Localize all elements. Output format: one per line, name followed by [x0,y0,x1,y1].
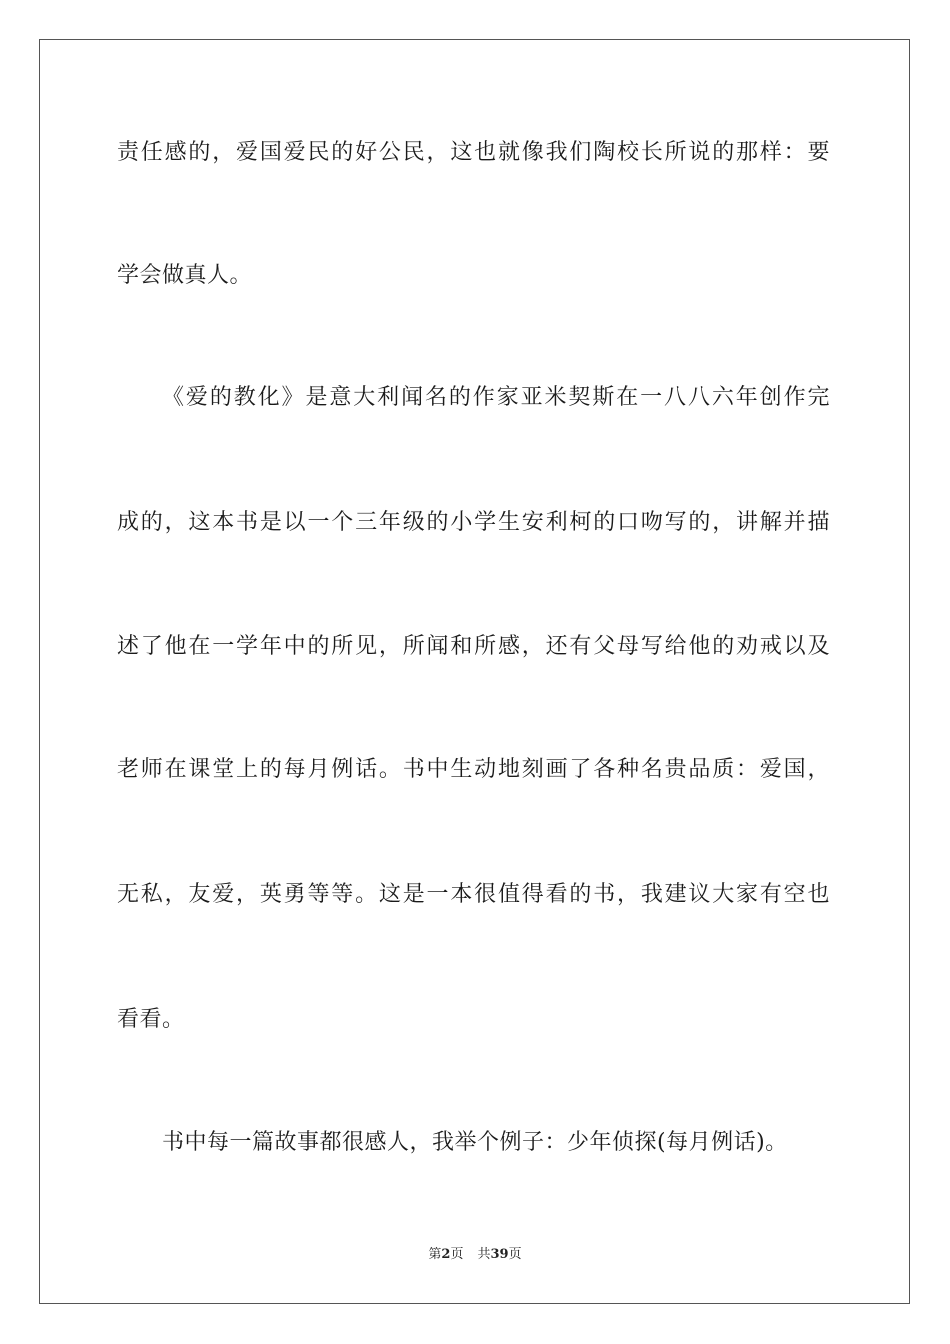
total-prefix: 共 [477,1247,491,1262]
page-number: 2 [441,1247,451,1262]
text-line-9: 书中每一篇故事都很感人，我举个例子：少年侦探(每月例话)。 [162,1130,788,1155]
text-line-5: 述了他在一学年中的所见，所闻和所感，还有父母写给他的劝戒以及 [117,634,830,659]
text-line-3: 《爱的教化》是意大利闻名的作家亚米契斯在一八八六年创作完 [162,385,830,410]
text-line-8: 看看。 [117,1007,185,1032]
page-footer [0,1246,950,1264]
page-border [39,39,910,1304]
text-line-6: 老师在课堂上的每月例话。书中生动地刻画了各种名贵品质：爱国， [117,757,830,782]
total-pages: 39 [490,1247,509,1262]
text-line-2: 学会做真人。 [117,263,253,288]
page-prefix: 第 [428,1247,442,1262]
total-suffix: 页 [508,1247,522,1262]
page-suffix: 页 [450,1247,464,1262]
text-line-4: 成的，这本书是以一个三年级的小学生安利柯的口吻写的，讲解并描 [117,510,830,535]
text-line-7: 无私，友爱，英勇等等。这是一本很值得看的书，我建议大家有空也 [117,882,830,907]
text-line-1: 责任感的，爱国爱民的好公民，这也就像我们陶校长所说的那样：要 [117,140,830,165]
